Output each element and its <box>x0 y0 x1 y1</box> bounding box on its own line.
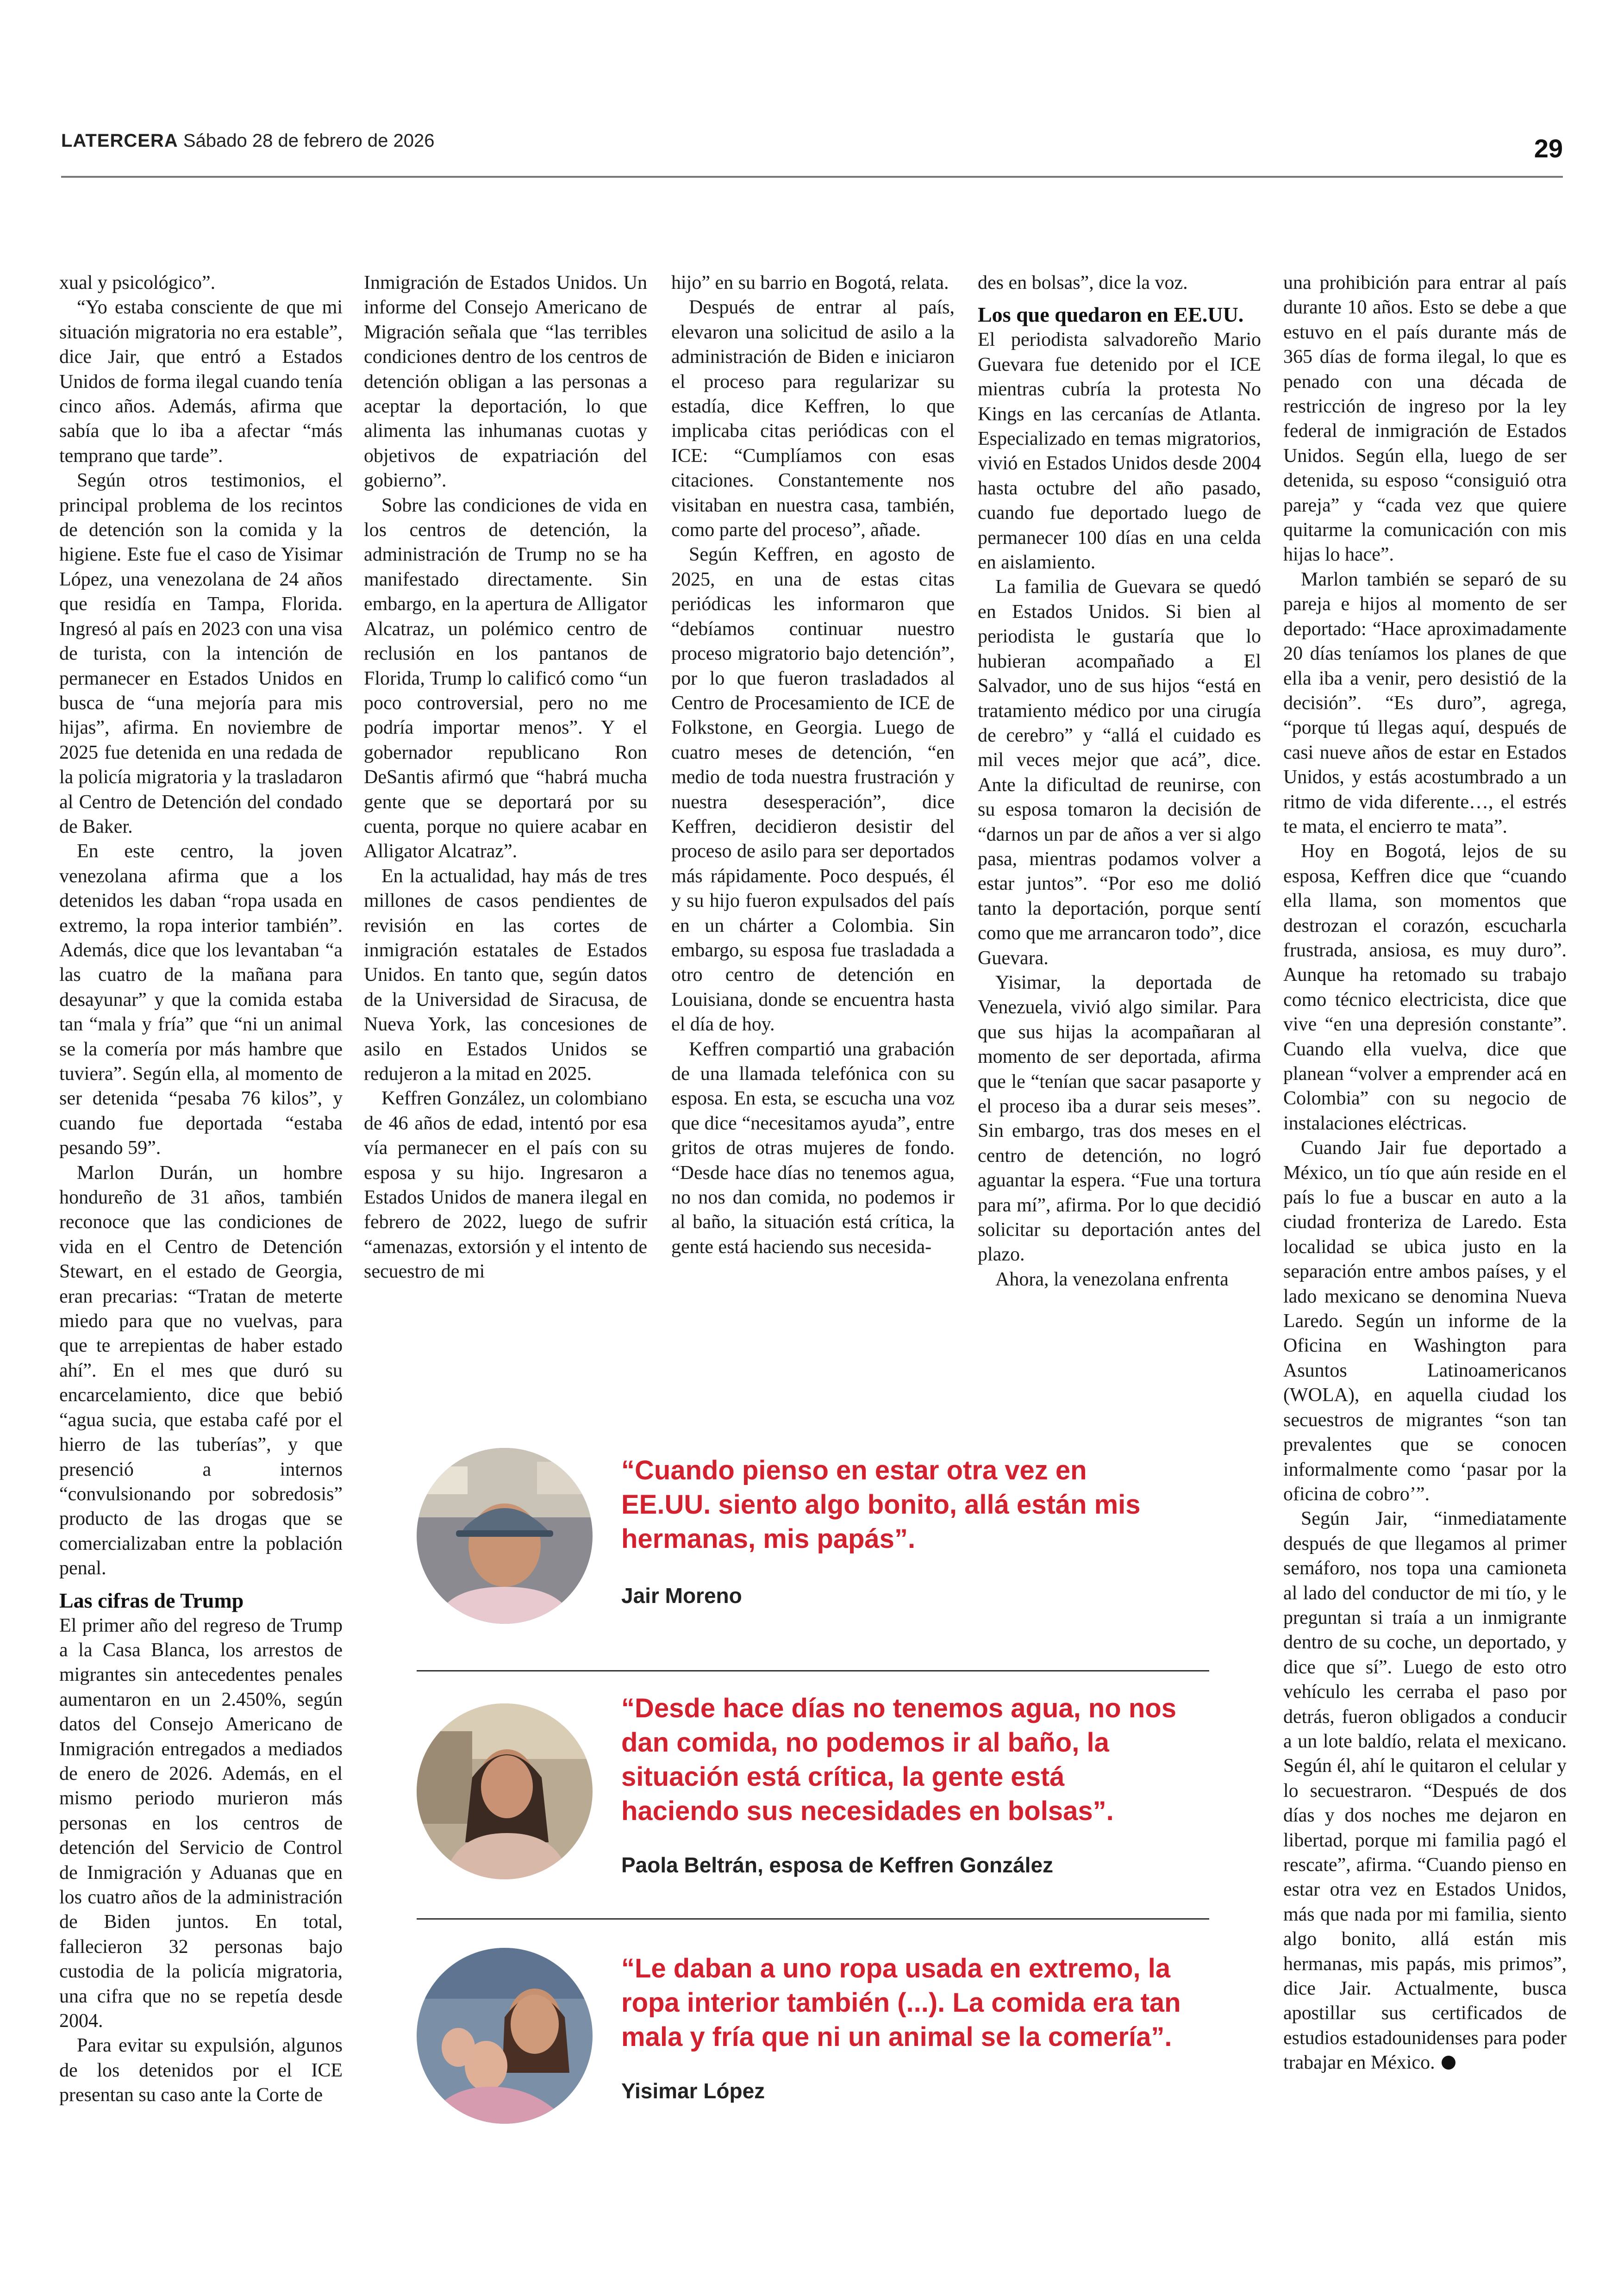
paragraph: Keffren compartió una grabación de una llamada telefónica con su esposa. En esta, se escucha una voz que dice “necesitamos ayuda”, entre gritos de otras mujeres de fondo. “Desde hace días no tenemos agua, no nos dan comida, no podemos ir al baño, la situación está crítica, la gente está haciendo sus necesida- <box>671 1038 955 1258</box>
quote-divider <box>417 1918 1209 1920</box>
pull-quote: “Desde hace días no tenemos agua, no nos dan comida, no podemos ir al baño, la situación está crítica, la gente está haciendo sus necesidades en bolsas”. <box>621 1693 1176 1826</box>
avatar-yisimar-lopez <box>417 1948 593 2124</box>
paragraph: Según Keffren, en agosto de 2025, en una de estas citas periódicas les informaron que “debíamos continuar nuestro proceso migratorio bajo detención”, por lo que fueron trasladados al Centro de Procesamiento de ICE de Folkstone, en Georgia. Luego de cuatro meses de detención, “en medio de toda nuestra frustración y nuestra desesperación”, dice Keffren, decidieron desistir del proceso de asilo para ser deportados más rápidamente. Poco después, él y su hijo fueron expulsados del país en un chárter a Colombia. Sin embargo, su esposa fue trasladada a otro centro de detención en Louisiana, donde se encuentra hasta el día de hoy. <box>671 544 955 1035</box>
paragraph: Keffren González, un colombiano de 46 años de edad, intentó por esa vía permanecer en el país con su esposa y su hijo. Ingresaron a Estados Unidos de manera ilegal en febrero de 2022, luego de sufrir “amenazas, extorsión y el intento de secuestro de mi <box>364 1088 647 1283</box>
pull-quote: “Le daban a uno ropa usada en extremo, la ropa interior también (...). La comida era tan mala y fría que ni un animal se la comería”. <box>621 1953 1181 2052</box>
brand-logo: LATERCERA <box>61 131 178 151</box>
page-header <box>61 131 435 172</box>
portrait-man-cap-icon <box>417 1448 593 1624</box>
article-column-1 <box>59 271 343 2108</box>
paragraph: Marlon Durán, un hombre hondureño de 31 años, también reconoce que las condiciones de vida en el Centro de Detención Stewart, en el estado de Georgia, eran precarias: “Tratan de meterte miedo para que no vuelvas, para que te arrepientas de haber estado ahí”. En el mes que duró su encarcelamiento, dice que bebió “agua sucia, que estaba café por el hierro de las tuberías”, y que presenció a internos “convulsionando por sobredosis” producto de las drogas que se comercializaban entre la población penal. <box>59 1162 343 1579</box>
paragraph: Marlon también se separó de su pareja e hijos al momento de ser deportado: “Hace aproximadamente 20 días teníamos los planes de que ella iba a venir, pero desistió de la decisión”. “Es duro”, agrega, “porque tú llegas aquí, después de casi nueve años de estar en Estados Unidos, y estás acostumbrado a un ritmo de vida diferente…, el estrés te mata, el encierro te mata”. <box>1283 568 1567 837</box>
paragraph: Cuando Jair fue deportado a México, un tío que aún reside en el país lo fue a buscar en auto a la ciudad fronteriza de Laredo. Esta localidad se ubica justo en la separación entre ambos países, y el lado mexicano se denomina Nueva Laredo. Según un informe de la Oficina en Washington para Asuntos Latinoamericanos (WOLA), en aquella ciudad los secuestros de migrantes “son tan prevalentes que se conocen informalmente como ‘pasar por la oficina de cobro’”. <box>1283 1137 1567 1505</box>
section-heading: Los que quedaron en EE.UU. <box>978 303 1244 327</box>
page-number: 29 <box>1534 134 1563 163</box>
paragraph: hijo” en su barrio en Bogotá, relata. <box>671 272 949 293</box>
paragraph: Inmigración de Estados Unidos. Un informe del Consejo Americano de Migración señala que “las terribles condiciones dentro de los centros de detención obligan a las personas a aceptar la deportación, lo que alimenta las inhumanas cuotas y objetivos de expatriación del gobierno”. <box>364 272 647 492</box>
quote-author: Jair Moreno <box>621 1584 742 1608</box>
paragraph: Sobre las condiciones de vida en los centros de detención, la administración de Trump no se ha manifestado directamente. Sin embargo, en la apertura de Alligator Alcatraz, un polémico centro de reclusión en los pantanos de Florida, Trump lo calificó como “un poco controversial, pero no me podría importar menos”. Y el gobernador republicano Ron DeSantis afirmó que “habrá mucha gente que se deportará por su cuenta, porque no quiere acabar en Alligator Alcatraz”. <box>364 494 647 862</box>
article-column-5 <box>1283 271 1567 2076</box>
quote-divider <box>417 1670 1209 1671</box>
section-heading: Las cifras de Trump <box>59 1588 244 1612</box>
paragraph: Después de entrar al país, elevaron una solicitud de asilo a la administración de Biden e iniciaron el proceso para regularizar su estadía, dice Keffren, lo que implicaba citas periódicas con el ICE: “Cumplíamos con esas citaciones. Constantemente nos visitaban en nuestra casa, también, como parte del proceso”, añade. <box>671 297 955 541</box>
article-column-3 <box>671 271 955 1260</box>
paragraph: des en bolsas”, dice la voz. <box>978 272 1188 293</box>
pull-quote: “Cuando pienso en estar otra vez en EE.UU. siento algo bonito, allá están mis hermanas, mis papás”. <box>621 1455 1141 1554</box>
paragraph: “Yo estaba consciente de que mi situación migratoria no era estable”, dice Jair, que entró a Estados Unidos de forma ilegal cuando tenía cinco años. Además, afirma que sabía que lo iba a afectar “más temprano que tarde”. <box>59 297 343 467</box>
article-column-2 <box>364 271 647 1285</box>
paragraph: una prohibición para entrar al país durante 10 años. Esto se debe a que estuvo en el país durante más de 365 días de forma ilegal, lo que es penado con una década de restricción de ingreso por la ley federal de inmigración de Estados Unidos. Según ella, luego de ser detenida, su esposo “consiguió otra pareja” y “cada vez que quiere quitarme la comunicación con mis hijas lo hace”. <box>1283 272 1567 566</box>
paragraph: Yisimar, la deportada de Venezuela, vivió algo similar. Para que sus hijas la acompañaran al momento de ser deportada, afirma que le “tenían que sacar pasaporte y el proceso iba a durar seis meses”. Sin embargo, tras dos meses en el centro de detención, no logró aguantar la espera. “Fue una tortura para mí”, afirma. Por lo que decidió solicitar su deportación antes del plazo. <box>978 972 1261 1266</box>
paragraph: En la actualidad, hay más de tres millones de casos pendientes de revisión en las cortes de inmigración estatales de Estados Unidos. En tanto que, según datos de la Universidad de Siracusa, de Nueva York, las concesiones de asilo en Estados Unidos se redujeron a la mitad en 2025. <box>364 865 647 1085</box>
paragraph: El periodista salvadoreño Mario Guevara fue detenido por el ICE mientras cubría la protesta No Kings en las cercanías de Atlanta. Especializado en temas migratorios, vivió en Estados Unidos desde 2004 hasta octubre del año pasado, cuando fue deportado luego de permanecer 100 días en una celda en aislamiento. <box>978 329 1261 574</box>
portrait-woman-child-icon <box>417 1948 593 2124</box>
quote-author: Paola Beltrán, esposa de Keffren González <box>621 1853 1054 1877</box>
avatar-jair-moreno <box>417 1448 593 1624</box>
quote-author: Yisimar López <box>621 2079 765 2103</box>
header-divider <box>61 176 1563 178</box>
paragraph: Para evitar su expulsión, algunos de los detenidos por el ICE presentan su caso ante la Corte de <box>59 2035 343 2106</box>
end-of-article-icon <box>1442 2056 1455 2070</box>
paragraph <box>1283 1507 1567 2075</box>
paragraph: Ahora, la venezolana enfrenta <box>995 1268 1229 1290</box>
paragraph: El primer año del regreso de Trump a la Casa Blanca, los arrestos de migrantes sin antecedentes penales aumentaron en un 2.450%, según datos del Consejo Americano de Inmigración entregados a mediados de enero de 2026. Además, en el mismo periodo murieron más personas en los centros de detención del Servicio de Control de Inmigración y Aduanas que en los cuatro años de la administración de Biden juntos. En total, fallecieron 32 personas bajo custodia de la policía migratoria, una cifra que no se repetía desde 2004. <box>59 1615 343 2032</box>
paragraph: Hoy en Bogotá, lejos de su esposa, Keffren dice que “cuando ella llama, son momentos que destrozan el corazón, escucharla frustrada, ansiosa, es muy duro”. Aunque ha retomado su trabajo como técnico electricista, dice que vive “en una depresión constante”. Cuando ella vuelva, dice que planean “volver a emprender acá en Colombia” con su negocio de instalaciones eléctricas. <box>1283 841 1567 1134</box>
portrait-woman-icon <box>417 1703 593 1879</box>
paragraph: En este centro, la joven venezolana afirma que a los detenidos les daban “ropa usada en extremo, la ropa interior también”. Además, dice que los levantaban “a las cuatro de la mañana para desayunar” y que la comida estaba tan “mala y fría” que “ni un animal se la comería por más hambre que tuviera”. Según ella, al momento de ser detenida “pesaba 76 kilos”, y cuando fue deportada “estaba pesando 59”. <box>59 841 343 1159</box>
paragraph: xual y psicológico”. <box>59 272 216 293</box>
paragraph-text: Según Jair, “inmediatamente después de que llegamos al primer semáforo, nos topa una camioneta al lado del conductor de mi tío, y le preguntan si traía a un inmigrante dentro de su coche, un deportado, y dice que sí”. Luego de esto otro vehículo les cerraba el paso por detrás, fueron obligados a conducir a un lote baldío, relata el mexicano. Según él, ahí le quitaron el celular y lo secuestraron. “Después de dos días y dos noches me dejaron en libertad, porque mi familia pagó el rescate”, afirma. “Cuando pienso en estar otra vez en Estados Unidos, más que nada por mi familia, siento algo bonito, allá están mis hermanas, mis papás, mis primos”, dice Jair. Actualmente, busca apostillar sus certificados de estudios estadounidenses para poder trabajar en México. <box>1283 1508 1567 2074</box>
avatar-paola-beltran <box>417 1703 593 1879</box>
paragraph: La familia de Guevara se quedó en Estados Unidos. Si bien al periodista le gustaría que lo hubieran acompañado a El Salvador, uno de sus hijos “está en tratamiento médico por una cirugía de cerebro” y “allá el cuidado es mil veces mejor que acá”, dice. Ante la dificultad de reunirse, con su esposa tomaron la decisión de “darnos un par de años a ver si algo pasa, mientras podamos volver a estar juntos”. “Por eso me dolió tanto la deportación, porque sentí como que me arrancaron todo”, dice Guevara. <box>978 576 1261 969</box>
paragraph: Según otros testimonios, el principal problema de los recintos de detención son la comida y la higiene. Este fue el caso de Yisimar López, una venezolana de 24 años que residía en Tampa, Florida. Ingresó al país en 2023 con una visa de turista, con la intención de permanecer en Estados Unidos en busca de “una mejoría para mis hijas”, afirma. En noviembre de 2025 fue detenida en una redada de la policía migratoria y la trasladaron al Centro de Detención del condado de Baker. <box>59 470 343 837</box>
header-date: Sábado 28 de febrero de 2026 <box>183 131 435 151</box>
article-column-4 <box>978 271 1261 1292</box>
